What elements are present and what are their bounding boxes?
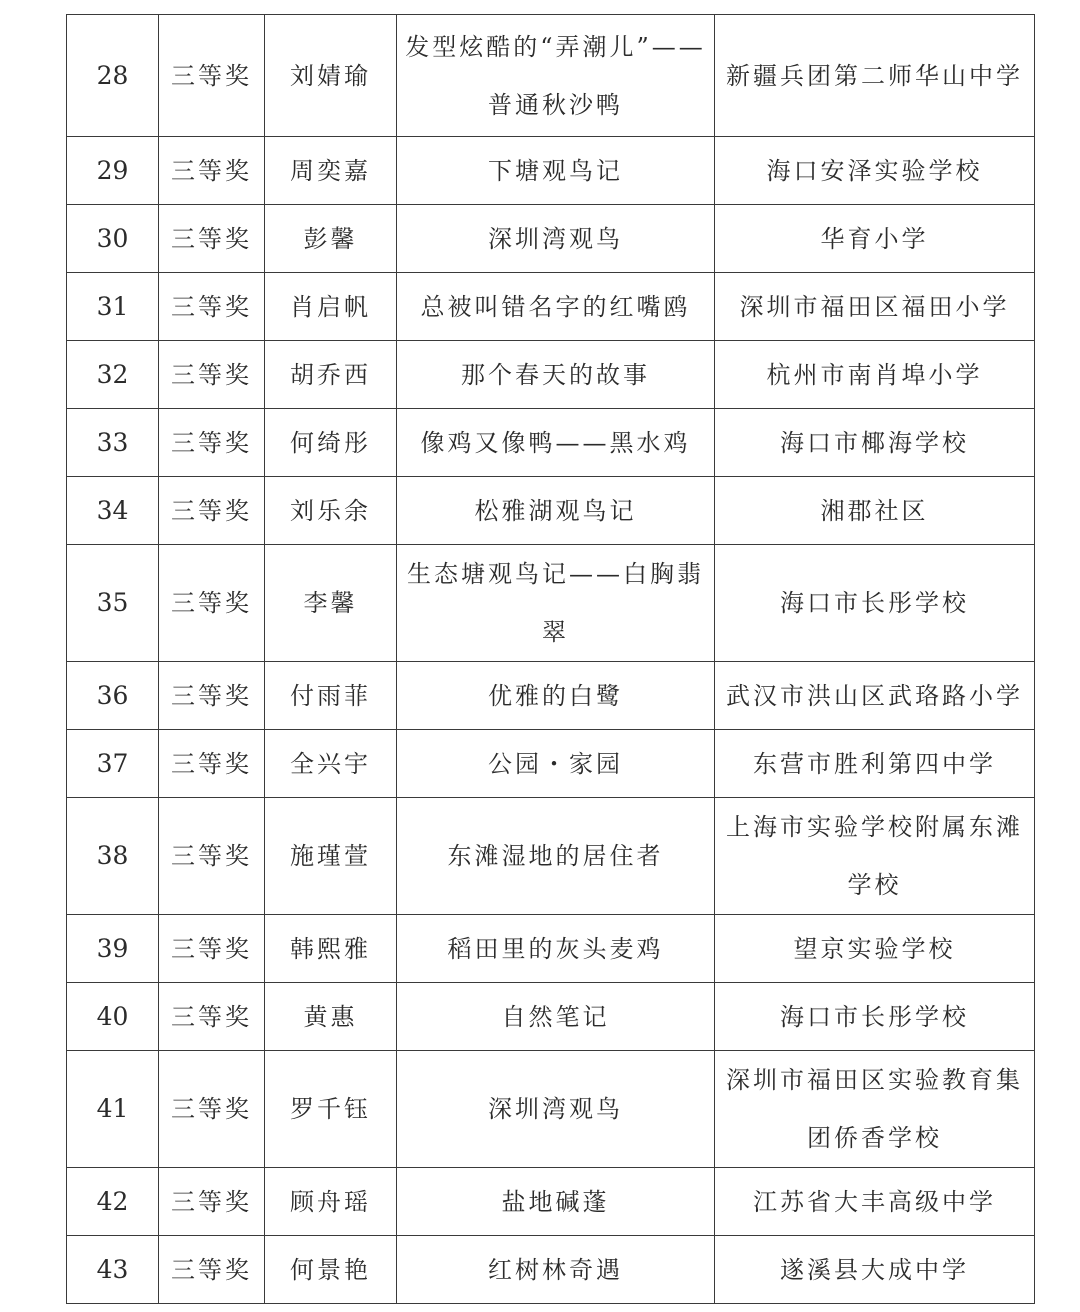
table-row	[67, 15, 1035, 137]
school-name: 遂溪县大成中学	[715, 1236, 1035, 1304]
school-name: 上海市实验学校附属东滩学校	[715, 798, 1035, 915]
school-name: 新疆兵团第二师华山中学	[715, 15, 1035, 137]
work-title: 优雅的白鹭	[397, 662, 715, 730]
school-name: 江苏省大丰高级中学	[715, 1168, 1035, 1236]
work-title: 松雅湖观鸟记	[397, 477, 715, 545]
award-level: 三等奖	[159, 1236, 265, 1304]
student-name: 施瑾萱	[265, 798, 397, 915]
award-level: 三等奖	[159, 409, 265, 477]
row-number: 43	[67, 1236, 159, 1304]
award-level: 三等奖	[159, 730, 265, 798]
row-number: 29	[67, 137, 159, 205]
table-row	[67, 798, 1035, 915]
table-row	[67, 983, 1035, 1051]
school-name: 华育小学	[715, 205, 1035, 273]
student-name: 胡乔西	[265, 341, 397, 409]
school-name: 武汉市洪山区武珞路小学	[715, 662, 1035, 730]
award-level: 三等奖	[159, 983, 265, 1051]
table-row	[67, 273, 1035, 341]
student-name: 顾舟瑶	[265, 1168, 397, 1236]
row-number: 28	[67, 15, 159, 137]
school-name: 海口安泽实验学校	[715, 137, 1035, 205]
awards-table	[66, 14, 1035, 1304]
award-level: 三等奖	[159, 477, 265, 545]
table-row	[67, 409, 1035, 477]
student-name: 何绮彤	[265, 409, 397, 477]
student-name: 彭馨	[265, 205, 397, 273]
award-level: 三等奖	[159, 137, 265, 205]
row-number: 30	[67, 205, 159, 273]
work-title: 红树林奇遇	[397, 1236, 715, 1304]
student-name: 付雨菲	[265, 662, 397, 730]
table-row	[67, 730, 1035, 798]
row-number: 31	[67, 273, 159, 341]
work-title: 总被叫错名字的红嘴鸥	[397, 273, 715, 341]
row-number: 38	[67, 798, 159, 915]
row-number: 39	[67, 915, 159, 983]
school-name: 东营市胜利第四中学	[715, 730, 1035, 798]
student-name: 韩熙雅	[265, 915, 397, 983]
work-title: 那个春天的故事	[397, 341, 715, 409]
work-title: 深圳湾观鸟	[397, 205, 715, 273]
award-level: 三等奖	[159, 798, 265, 915]
work-title: 盐地碱蓬	[397, 1168, 715, 1236]
student-name: 李馨	[265, 545, 397, 662]
award-level: 三等奖	[159, 915, 265, 983]
work-title: 公园・家园	[397, 730, 715, 798]
award-level: 三等奖	[159, 662, 265, 730]
student-name: 黄惠	[265, 983, 397, 1051]
table-row	[67, 477, 1035, 545]
school-name: 望京实验学校	[715, 915, 1035, 983]
school-name: 海口市长彤学校	[715, 545, 1035, 662]
award-level: 三等奖	[159, 545, 265, 662]
work-title: 发型炫酷的“弄潮儿”——普通秋沙鸭	[397, 15, 715, 137]
table-row	[67, 341, 1035, 409]
student-name: 周奕嘉	[265, 137, 397, 205]
award-level: 三等奖	[159, 15, 265, 137]
table-row	[67, 662, 1035, 730]
row-number: 36	[67, 662, 159, 730]
row-number: 37	[67, 730, 159, 798]
table-row	[67, 915, 1035, 983]
award-level: 三等奖	[159, 341, 265, 409]
work-title: 深圳湾观鸟	[397, 1051, 715, 1168]
award-level: 三等奖	[159, 205, 265, 273]
work-title: 像鸡又像鸭——黑水鸡	[397, 409, 715, 477]
award-level: 三等奖	[159, 1051, 265, 1168]
work-title: 自然笔记	[397, 983, 715, 1051]
row-number: 42	[67, 1168, 159, 1236]
school-name: 深圳市福田区实验教育集团侨香学校	[715, 1051, 1035, 1168]
school-name: 深圳市福田区福田小学	[715, 273, 1035, 341]
student-name: 何景艳	[265, 1236, 397, 1304]
work-title: 下塘观鸟记	[397, 137, 715, 205]
student-name: 罗千钰	[265, 1051, 397, 1168]
work-title: 东滩湿地的居住者	[397, 798, 715, 915]
work-title: 稻田里的灰头麦鸡	[397, 915, 715, 983]
student-name: 刘婧瑜	[265, 15, 397, 137]
school-name: 海口市长彤学校	[715, 983, 1035, 1051]
student-name: 全兴宇	[265, 730, 397, 798]
work-title: 生态塘观鸟记——白胸翡翠	[397, 545, 715, 662]
row-number: 32	[67, 341, 159, 409]
row-number: 35	[67, 545, 159, 662]
student-name: 刘乐余	[265, 477, 397, 545]
row-number: 33	[67, 409, 159, 477]
school-name: 海口市椰海学校	[715, 409, 1035, 477]
award-level: 三等奖	[159, 273, 265, 341]
row-number: 41	[67, 1051, 159, 1168]
table-row	[67, 1051, 1035, 1168]
table-row	[67, 1168, 1035, 1236]
table-row	[67, 1236, 1035, 1304]
school-name: 杭州市南肖埠小学	[715, 341, 1035, 409]
award-level: 三等奖	[159, 1168, 265, 1236]
student-name: 肖启帆	[265, 273, 397, 341]
row-number: 40	[67, 983, 159, 1051]
school-name: 湘郡社区	[715, 477, 1035, 545]
table-row	[67, 545, 1035, 662]
row-number: 34	[67, 477, 159, 545]
table-row	[67, 205, 1035, 273]
table-row	[67, 137, 1035, 205]
